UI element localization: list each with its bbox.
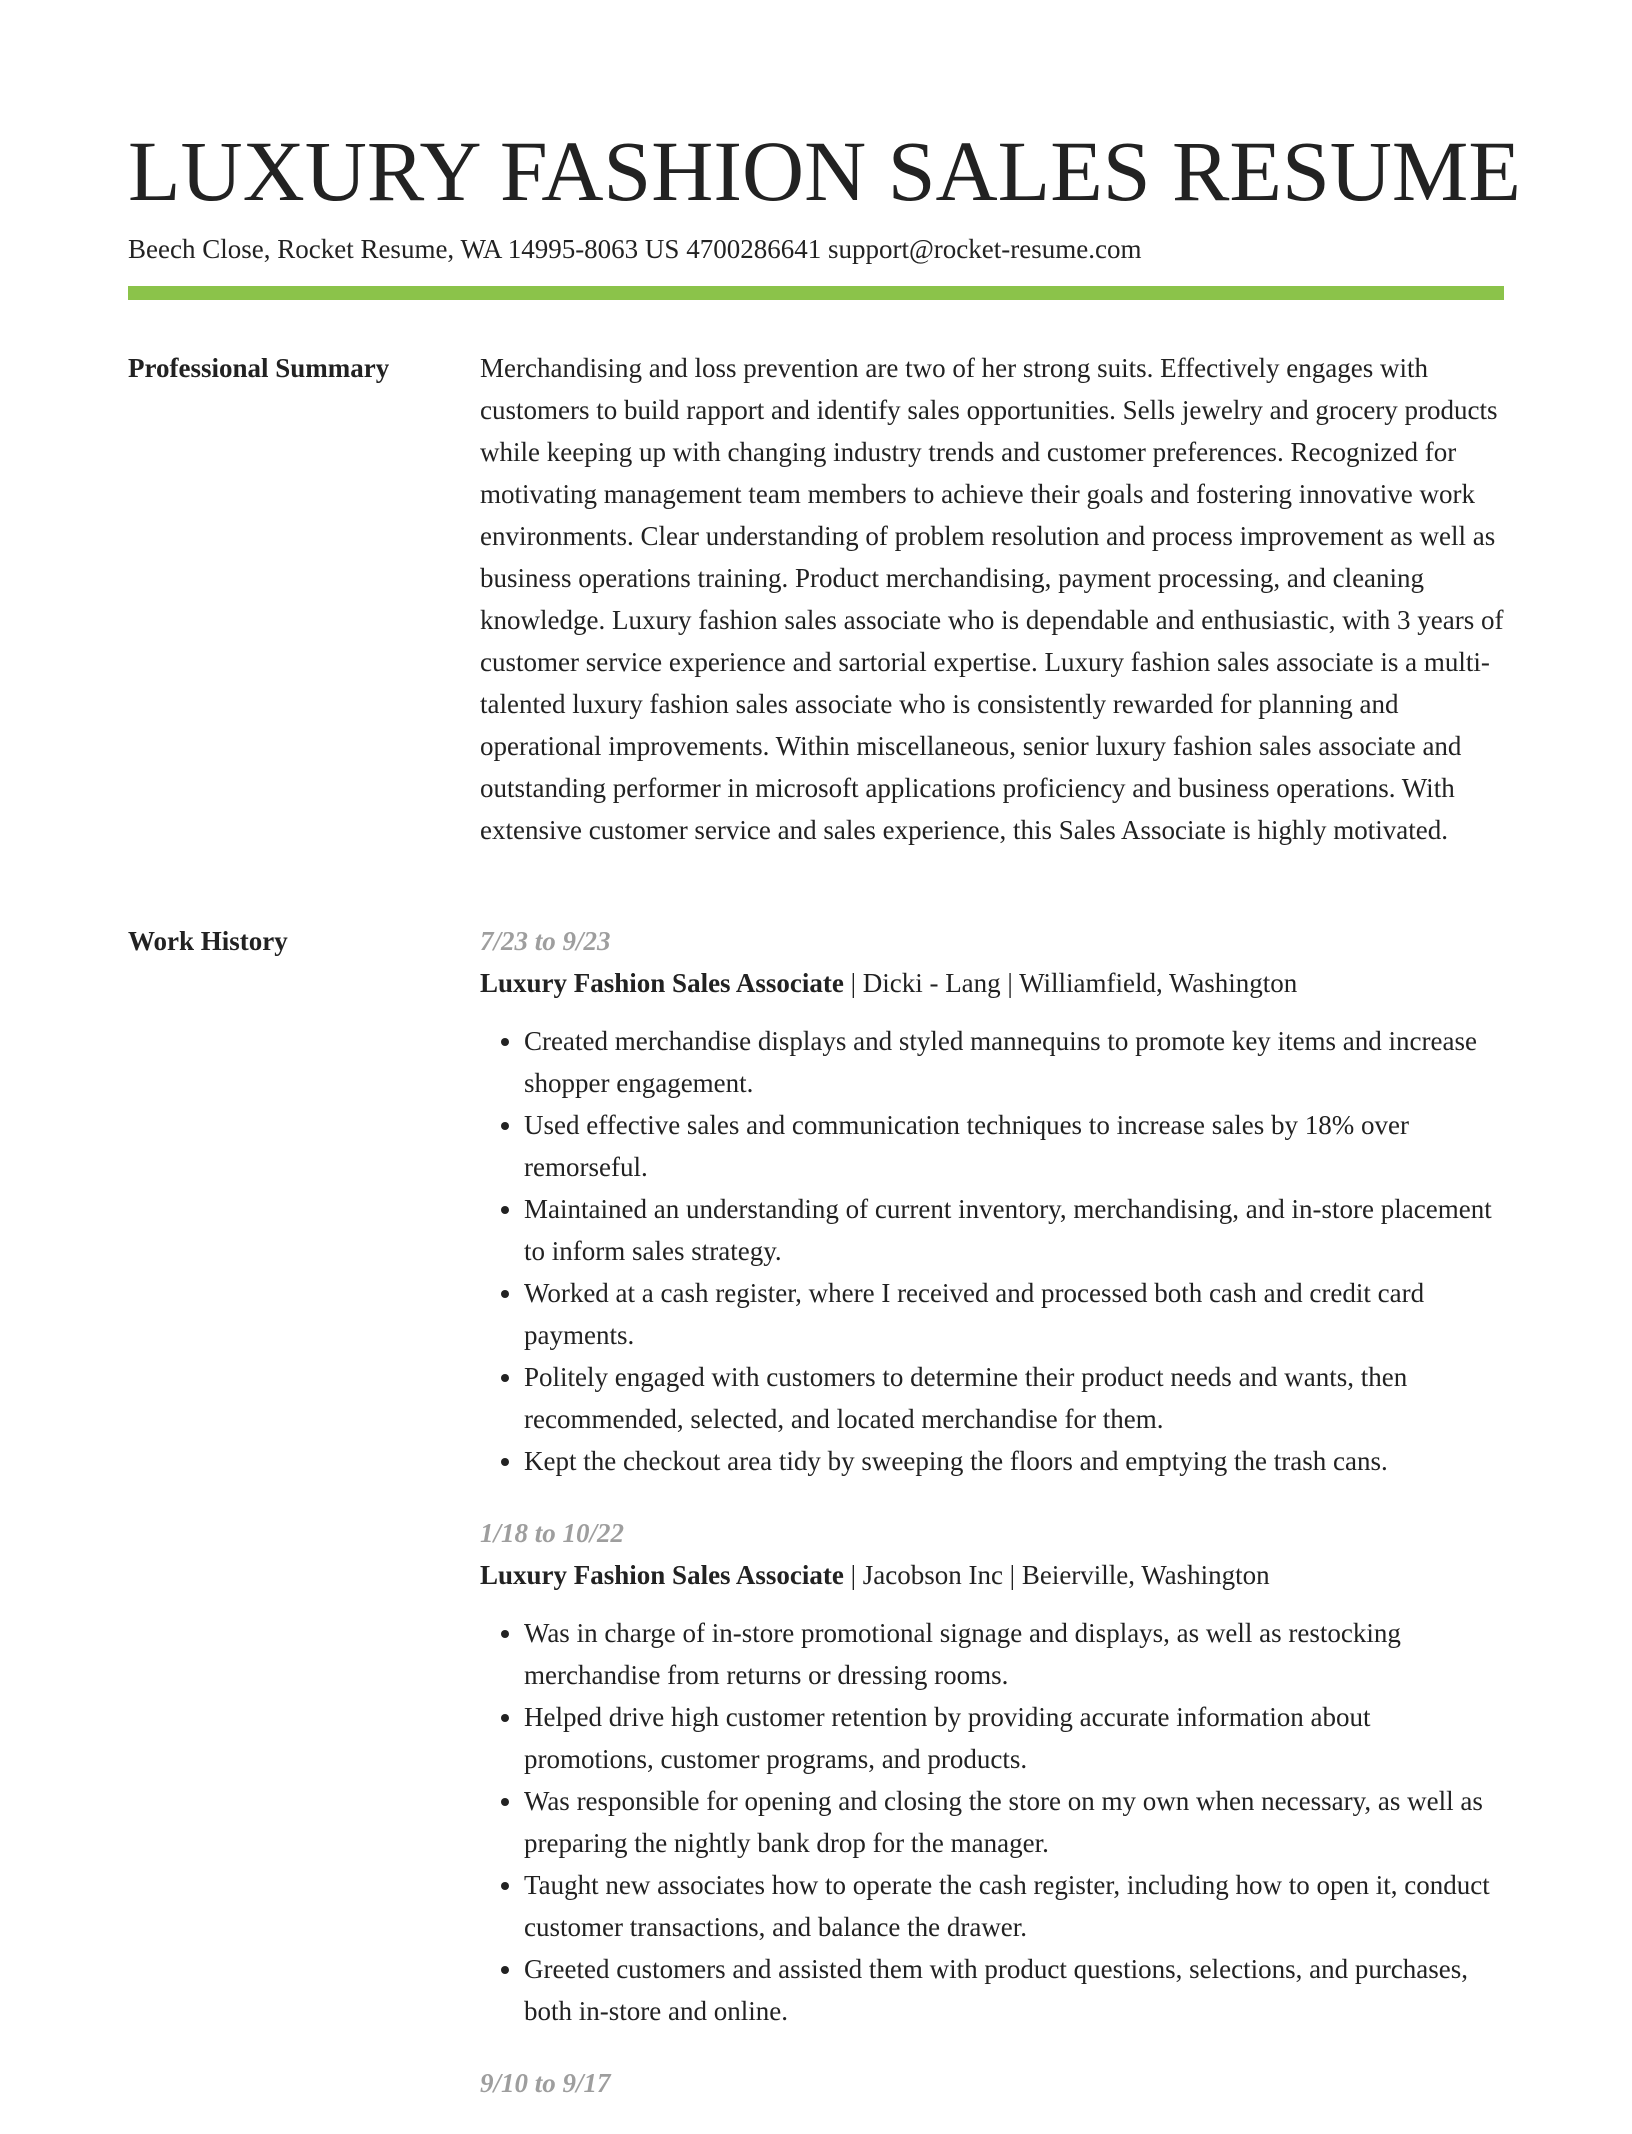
job-bullet: • Maintained an understanding of current inventory, merchandising, and in-store placement to inform sales strategy. — [524, 1188, 1504, 1272]
job-bullet: • Worked at a cash register, where I received and processed both cash and credit card payments. — [524, 1272, 1504, 1356]
job-bullet: • Kept the checkout area tidy by sweeping the floors and emptying the trash cans. — [524, 1440, 1504, 1482]
job-dates: 9/10 to 9/17 — [480, 2068, 611, 2098]
section-label-summary: Professional Summary — [128, 353, 390, 383]
job-title: Luxury Fashion Sales Associate — [480, 968, 844, 998]
contact-line: Beech Close, Rocket Resume, WA 14995-8063 US 4700286641 support@rocket-resume.com — [128, 234, 1142, 264]
job-header — [480, 962, 1504, 1004]
job-bullet-list — [480, 1612, 1504, 2032]
job-bullet: • Greeted customers and assisted them with product questions, selections, and purchases, both in-store and online. — [524, 1948, 1504, 2032]
job-header — [480, 1554, 1504, 1596]
job-dates: 7/23 to 9/23 — [480, 926, 611, 956]
summary-text: Merchandising and loss prevention are two of her strong suits. Effectively engages with customers to build rapport and identify sales opportunities. Sells jewelry and grocery products while keeping up with changing industry trends and customer preferences. Recognized for motivating management team members to achieve their goals and fostering innovative work environments. Clear understanding of problem resolution and process improvement as well as business operations training. Product merchandising, payment processing, and cleaning knowledge. Luxury fashion sales associate who is dependable and enthusiastic, with 3 years of customer service experience and sartorial expertise. Luxury fashion sales associate is a multi-talented luxury fashion sales associate who is consistently rewarded for planning and operational improvements. Within miscellaneous, senior luxury fashion sales associate and outstanding performer in microsoft applications proficiency and business operations. With extensive customer service and sales experience, this Sales Associate is highly motivated. — [480, 353, 1504, 845]
job-title: Luxury Fashion Sales Associate — [480, 1560, 844, 1590]
job-details: | Jacobson Inc | Beierville, Washington — [843, 1560, 1270, 1590]
job-bullet: • Used effective sales and communication techniques to increase sales by 18% over remorseful. — [524, 1104, 1504, 1188]
section-label-work-history: Work History — [128, 926, 288, 956]
job-dates: 1/18 to 10/22 — [480, 1518, 625, 1548]
job-details: | Dicki - Lang | Williamfield, Washington — [843, 968, 1298, 998]
job-entry — [480, 1512, 1504, 2032]
job-bullet: • Politely engaged with customers to determine their product needs and wants, then recommended, selected, and located merchandise for them. — [524, 1356, 1504, 1440]
work-history-body — [480, 920, 1504, 2134]
job-bullet: • Was responsible for opening and closing the store on my own when necessary, as well as preparing the nightly bank drop for the manager. — [524, 1780, 1504, 1864]
job-bullet: • Helped drive high customer retention by providing accurate information about promotions, customer programs, and products. — [524, 1696, 1504, 1780]
header-divider — [128, 286, 1504, 300]
job-entry — [480, 920, 1504, 1482]
summary-body — [480, 347, 1504, 851]
job-bullet-list — [480, 1020, 1504, 1482]
job-bullet: • Created merchandise displays and styled mannequins to promote key items and increase shopper engagement. — [524, 1020, 1504, 1104]
job-bullet: • Taught new associates how to operate the cash register, including how to open it, conduct customer transactions, and balance the drawer. — [524, 1864, 1504, 1948]
resume-title: LUXURY FASHION SALES RESUME — [128, 123, 1521, 219]
job-bullet: • Was in charge of in-store promotional signage and displays, as well as restocking merchandise from returns or dressing rooms. — [524, 1612, 1504, 1696]
job-entry — [480, 2062, 1504, 2104]
